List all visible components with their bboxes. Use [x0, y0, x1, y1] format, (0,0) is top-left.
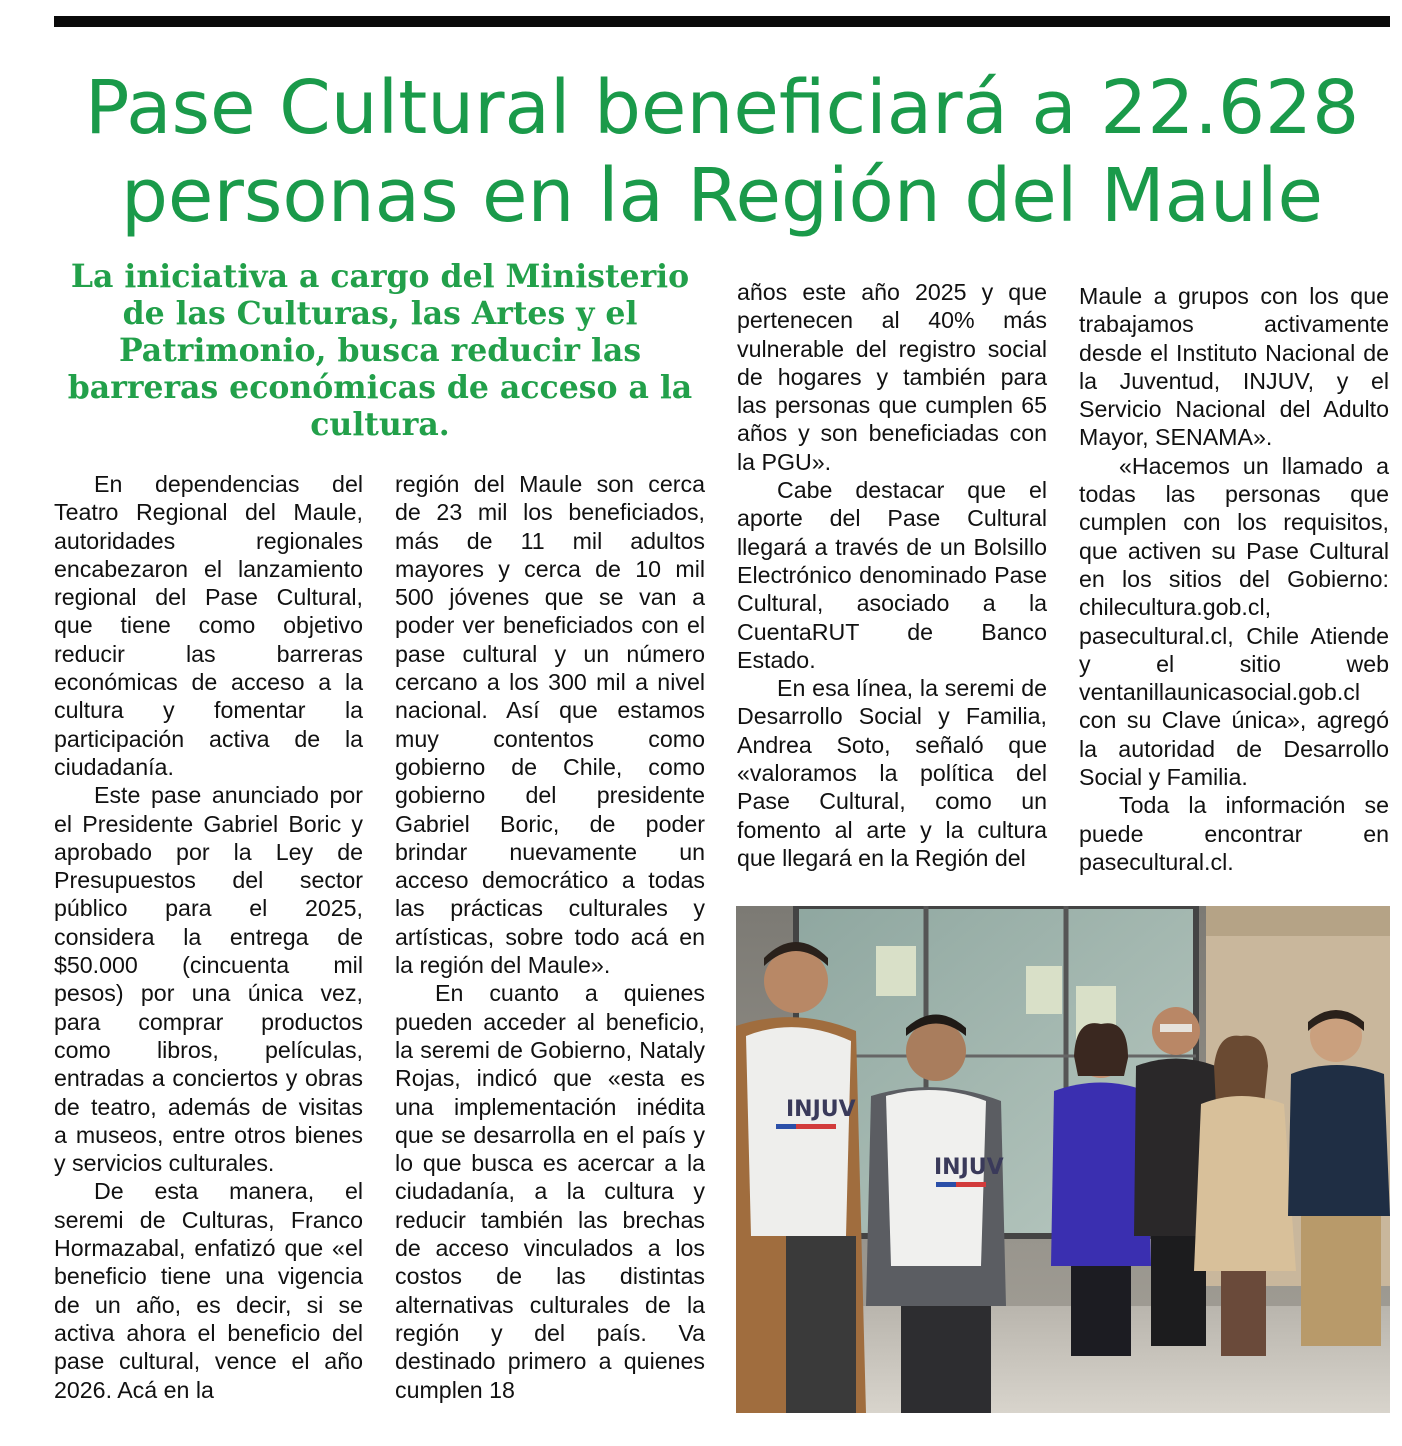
top-rule	[54, 16, 1390, 27]
headline-line-2: personas en la Región del Maule	[120, 153, 1324, 239]
paragraph: En esa línea, la seremi de Desarrollo Social y Familia, Andrea Soto, señaló que «valoramos la política del Pase Cultural, como un fomento al arte y la cultura que llegará en la Región del	[737, 675, 1047, 871]
paragraph: Este pase anunciado por el Presidente Gabriel Boric y aprobado por la Ley de Presupuestos del sector público para el 2025, considera la entrega de $50.000 (cincuenta mil pesos) por una única vez, para comprar productos como libros, películas, entradas a conciertos y obras de teatro, además de visitas a museos, entre otros bienes y servicios culturales.	[54, 782, 363, 1177]
article-deck: La iniciativa a cargo del Ministerio de las Culturas, las Artes y el Patrimonio, busca reducir las barreras económicas de acceso a la cultura.	[67, 258, 693, 443]
paragraph: Cabe destacar que el aporte del Pase Cultural llegará a través de un Bolsillo Electrónico denominado Pase Cultural, asociado a la CuentaRUT de Banco Estado.	[737, 477, 1047, 673]
vest-logo-1: INJUV	[786, 1097, 856, 1122]
paragraph: En dependencias del Teatro Regional del Maule, autoridades regionales encabezaron el lanzamiento regional del Pase Cultural, que tiene como objetivo reducir las barreras económicas de acceso a la cultura y fomentar la participación activa de la ciudadanía.	[54, 471, 363, 780]
column-3	[737, 278, 1047, 872]
headline	[54, 64, 1390, 240]
paragraph: Toda la información se puede encontrar en pasecultural.cl.	[1079, 792, 1389, 875]
article-photo	[736, 906, 1390, 1413]
vest-logo-2: INJUV	[934, 1155, 1004, 1180]
paragraph: Maule a grupos con los que trabajamos activamente desde el Instituto Nacional de la Juventud, INJUV, y el Servicio Nacional del Adulto Mayor, SENAMA».	[1079, 283, 1389, 451]
paragraph: En cuanto a quienes pueden acceder al beneficio, la seremi de Gobierno, Nataly Rojas, indicó que «esta es una implementación inédita que se desarrolla en el país y lo que busca es acercar a la ciudadanía, a la cultura y reducir también las brechas de acceso vinculados a los costos de las distintas alternativas culturales de la región y del país. Va destinado primero a quienes cumplen 18	[395, 980, 705, 1403]
headline-line-1: Pase Cultural beneficiará a 22.628	[84, 65, 1360, 151]
column-1	[54, 470, 363, 1404]
paragraph: región del Maule son cerca de 23 mil los beneficiados, más de 11 mil adultos mayores y cerca de 10 mil 500 jóvenes que se van a poder ver beneficiados con el pase cultural y un número cercano a los 300 mil a nivel nacional. Así que estamos muy contentos como gobierno de Chile, como gobierno del presidente Gabriel Boric, de poder brindar nuevamente un acceso democrático a todas las prácticas culturales y artísticas, sobre todo acá en la región del Maule».	[395, 471, 705, 979]
paragraph: años este año 2025 y que pertenecen al 40% más vulnerable del registro social de hogares y también para las personas que cumplen 65 años y son beneficiadas con la PGU».	[737, 279, 1047, 475]
paragraph: De esta manera, el seremi de Culturas, Franco Hormazabal, enfatizó que «el beneficio tiene una vigencia de un año, es decir, si se activa ahora el beneficio del pase cultural, vence el año 2026. Acá en la	[54, 1178, 363, 1403]
paragraph: «Hacemos un llamado a todas las personas que cumplen con los requisitos, que activen su Pase Cultural en los sitios del Gobierno: chilecultura.gob.cl, pasecultural.cl, Chile Atiende y el sitio web ventanillaunicasocial.gob.cl con su Clave única», agregó la autoridad de Desarrollo Social y Familia.	[1079, 452, 1389, 791]
column-2	[395, 470, 705, 1404]
column-4	[1079, 282, 1389, 876]
